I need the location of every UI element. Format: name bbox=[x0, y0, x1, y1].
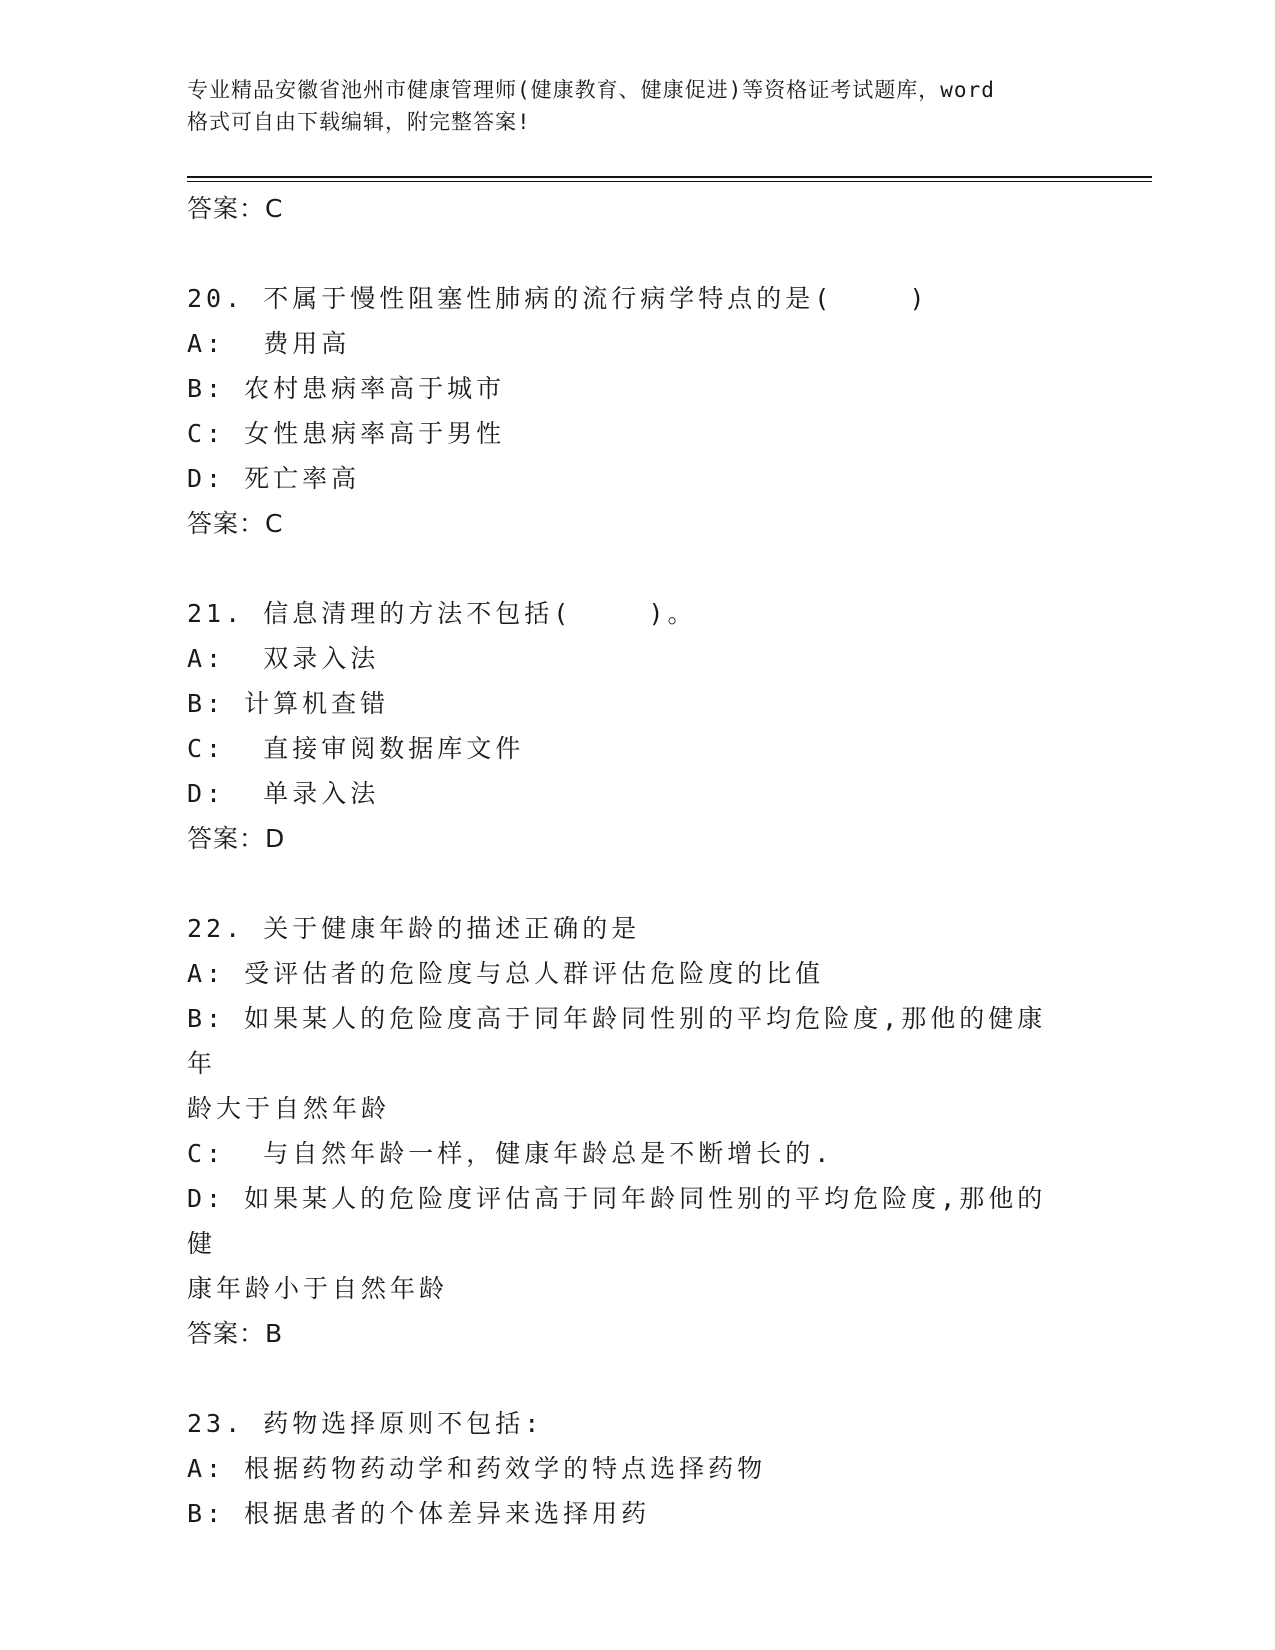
question-list bbox=[187, 186, 1067, 1536]
option-d: D: 单录入法 bbox=[187, 779, 380, 808]
header-line-2: 格式可自由下载编辑，附完整答案! bbox=[187, 110, 531, 134]
option-d-continued: 康年龄小于自然年龄 bbox=[187, 1274, 449, 1303]
option-b: B: 计算机查错 bbox=[187, 689, 390, 718]
question-stem: 20. 不属于慢性阻塞性肺病的流行病学特点的是( ) bbox=[187, 284, 929, 313]
option-a: A: 根据药物药动学和药效学的特点选择药物 bbox=[187, 1454, 767, 1483]
option-b: B: 根据患者的个体差异来选择用药 bbox=[187, 1499, 651, 1528]
option-b: B: 农村患病率高于城市 bbox=[187, 374, 506, 403]
option-a: A: 双录入法 bbox=[187, 644, 380, 673]
question-23 bbox=[187, 1401, 1067, 1536]
question-22 bbox=[187, 906, 1067, 1356]
option-c: C: 直接审阅数据库文件 bbox=[187, 734, 525, 763]
option-c: C: 与自然年龄一样，健康年龄总是不断增长的. bbox=[187, 1139, 834, 1168]
question-stem: 22. 关于健康年龄的描述正确的是 bbox=[187, 914, 641, 943]
answer-line: 答案：C bbox=[187, 194, 284, 223]
page-header bbox=[187, 74, 1087, 138]
option-b-continued: 龄大于自然年龄 bbox=[187, 1094, 391, 1123]
question-21 bbox=[187, 591, 1067, 861]
option-d: D: 死亡率高 bbox=[187, 464, 361, 493]
header-line-1: 专业精品安徽省池州市健康管理师(健康教育、健康促进)等资格证考试题库，word bbox=[187, 78, 995, 102]
header-divider-thick bbox=[187, 176, 1152, 178]
question-stem: 21. 信息清理的方法不包括( )。 bbox=[187, 599, 697, 628]
answer-line: 答案：C bbox=[187, 509, 284, 538]
question-stem: 23. 药物选择原则不包括: bbox=[187, 1409, 544, 1438]
option-b: B: 如果某人的危险度高于同年龄同性别的平均危险度,那他的健康年 bbox=[187, 1004, 1047, 1078]
question-20 bbox=[187, 276, 1067, 546]
option-d: D: 如果某人的危险度评估高于同年龄同性别的平均危险度,那他的健 bbox=[187, 1184, 1047, 1258]
answer-line: 答案：B bbox=[187, 1319, 284, 1348]
option-a: A: 受评估者的危险度与总人群评估危险度的比值 bbox=[187, 959, 825, 988]
option-a: A: 费用高 bbox=[187, 329, 351, 358]
header-divider-thin bbox=[187, 181, 1152, 182]
option-c: C: 女性患病率高于男性 bbox=[187, 419, 506, 448]
answer-line: 答案：D bbox=[187, 824, 286, 853]
